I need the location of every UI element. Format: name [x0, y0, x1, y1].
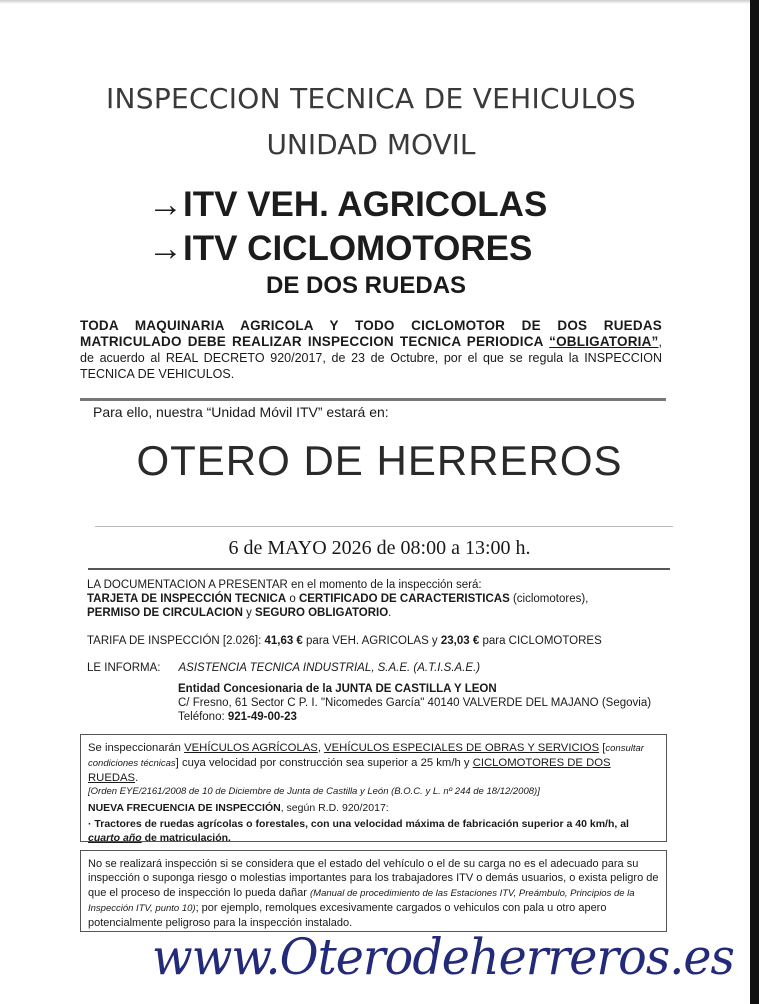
scope-period: .	[135, 772, 139, 784]
title-line-2: UNIDAD MOVIL	[266, 128, 476, 161]
itv-ciclomotores-text: ITV CICLOMOTORES	[183, 229, 533, 268]
vehicles-info-box	[80, 734, 667, 842]
doc-seguro: SEGURO OBLIGATORIO	[255, 607, 389, 619]
itv-agricolas-text: ITV VEH. AGRICOLAS	[183, 185, 548, 224]
orden-reference: [Orden EYE/2161/2008 de 10 de Diciembre de Junta de Castilla y León (B.O.C. y L. nº 244 de 18/12/2008)]	[88, 786, 540, 797]
itv-ciclomotores-heading	[148, 229, 532, 269]
tractores-text: · Tractores de ruedas agrícolas o forestales, con una velocidad máxima de fabricación superior a 40 km/h, al	[88, 818, 629, 830]
scan-right-edge	[750, 0, 759, 1004]
doc-and: y	[242, 607, 256, 619]
rejection-manual: (Manual de procedimiento de las Estaciones ITV, Preámbulo, Principios de la Inspección ITV, punto 10)	[88, 887, 635, 914]
location-title: OTERO DE HERREROS	[136, 437, 623, 484]
scope-lead: Se inspeccionarán	[88, 742, 185, 754]
notice-obligatoria: “OBLIGATORIA”	[549, 334, 659, 349]
informa-line	[87, 662, 480, 674]
frequency-rest: , según R.D. 920/2017:	[280, 802, 389, 814]
doc-or: o	[286, 593, 299, 605]
doc-dot: .	[388, 607, 392, 619]
entity-phone-line	[178, 710, 651, 724]
divider	[80, 398, 666, 401]
scope-especiales: VEHÍCULOS ESPECIALES DE OBRAS Y SERVICIOS	[324, 742, 600, 754]
phone-label: Teléfono:	[178, 711, 228, 723]
rejection-info-box	[80, 850, 667, 932]
entity-block	[178, 682, 651, 724]
tractores-matric: de matriculación.	[141, 832, 231, 844]
tarifa-agricolas-text: para VEH. AGRICOLAS y	[302, 635, 441, 647]
documentation-list	[87, 592, 677, 606]
notice-caps: TODA MAQUINARIA AGRICOLA Y TODO CICLOMOTOR DE DOS RUEDAS MATRICULADO DEBE REALIZAR INSPECCION TECNICA PERIODICA	[80, 318, 662, 349]
documentation-section	[87, 578, 677, 620]
tractores-cuarto: cuarto año	[88, 832, 142, 844]
scope-agricolas: VEHÍCULOS AGRÍCOLAS	[184, 742, 318, 754]
rejection-rest: ; por ejemplo, remolques excesivamente cargados o vehiculos con pala u otro apero potencialmente peligroso para la inspección instalado.	[88, 901, 607, 930]
scope-bracket: [	[599, 742, 606, 754]
scope-speed: ] cuya velocidad por construcción sea superior a 25 km/h y	[175, 757, 473, 769]
intro-text: Para ello, nuestra “Unidad Móvil ITV” estará en:	[93, 404, 389, 420]
documentation-list-2	[87, 606, 677, 620]
frequency-label: NUEVA FRECUENCIA DE INSPECCIÓN	[88, 802, 281, 814]
scope-consultar: consultar condiciones técnicas	[88, 743, 644, 769]
phone-number: 921-49-00-23	[227, 711, 297, 723]
tarifa-ciclo-price: 23,03 €	[440, 635, 480, 647]
doc-ciclo-note: (ciclomotores),	[509, 593, 589, 605]
divider	[95, 526, 673, 527]
scan-top-edge	[0, 0, 759, 4]
informa-label: LE INFORMA:	[87, 662, 161, 674]
tarifa-ciclo-text: para CICLOMOTORES	[479, 635, 602, 647]
entity-name: Entidad Concesionaria de la JUNTA DE CASTILLA Y LEON	[178, 683, 497, 695]
website-watermark: www.Oterodeherreros.es	[152, 928, 734, 986]
obligation-notice	[80, 318, 662, 382]
rejection-text: No se realizará inspección si se considera que el estado del vehículo o el de su carga no es el adecuado para su inspección o suponga riesgo o molestias importantes para los trabajadores ITV o demás usuarios, o exista peligro de que el proceso de inspección lo pueda dañar	[88, 858, 659, 899]
frequency-line	[88, 801, 660, 815]
arrow-icon: →	[148, 185, 183, 224]
tarifa-line	[87, 635, 602, 647]
tractores-line	[88, 817, 660, 845]
informa-company: ASISTENCIA TECNICA INDUSTRIAL, S.A.E. (A.T.I.S.A.E.)	[178, 662, 481, 674]
title-line-1: INSPECCION TECNICA DE VEHICULOS	[105, 82, 637, 115]
documentation-lead: LA DOCUMENTACION A PRESENTAR en el momento de la inspección será:	[87, 579, 482, 591]
notice-rest: , de acuerdo al REAL DECRETO 920/2017, de 23 de Octubre, por el que se regula la INSPECCION TECNICA DE VEHICULOS.	[80, 335, 662, 381]
doc-tarjeta: TARJETA DE INSPECCIÓN TECNICA	[87, 593, 287, 605]
date-time: 6 de MAYO 2026 de 08:00 a 13:00 h.	[228, 537, 531, 559]
vehicles-scope	[88, 741, 660, 785]
itv-agricolas-heading	[148, 185, 547, 225]
tarifa-label: TARIFA DE INSPECCIÓN [2.026]:	[87, 635, 265, 647]
scope-comma: ,	[317, 742, 325, 754]
dos-ruedas-heading: DE DOS RUEDAS	[266, 272, 467, 299]
scope-ciclomotores: CICLOMOTORES DE DOS RUEDAS	[88, 757, 611, 784]
doc-permiso: PERMISO DE CIRCULACION	[87, 607, 243, 619]
tarifa-agricolas-price: 41,63 €	[264, 635, 303, 647]
divider	[88, 568, 670, 570]
entity-address: C/ Fresno, 61 Sector C P. I. "Nicomedes García" 40140 VALVERDE DEL MAJANO (Segovia)	[178, 697, 652, 709]
doc-certificado: CERTIFICADO DE CARACTERISTICAS	[298, 593, 510, 605]
arrow-icon: →	[148, 229, 183, 268]
